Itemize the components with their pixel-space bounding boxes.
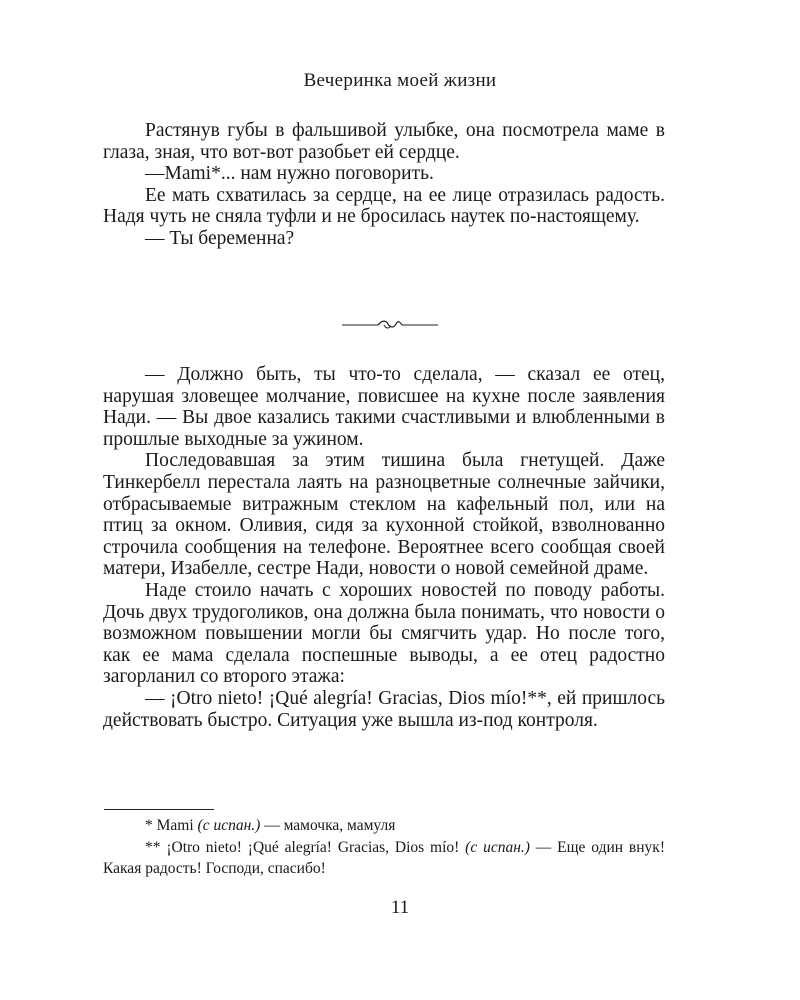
page-number: 11 xyxy=(390,897,410,918)
footnote-2 xyxy=(103,837,665,880)
footnote-source: (с испан.) xyxy=(197,817,261,834)
footnote-source: (с испан.) xyxy=(465,838,530,856)
text-section-1 xyxy=(103,120,665,250)
footnotes xyxy=(103,815,665,880)
footnote-text: — Еще один внук! Какая радость! Господи, спасибо! xyxy=(103,838,665,878)
paragraph: Ее мать схватилась за сердце, на ее лице отразилась радость. Надя чуть не сняла туфли и не бросилась наутек по-настоящему. xyxy=(103,184,665,228)
footnote-marker: ** ¡Otro nieto! ¡Qué alegría! Gracias, Dios mío! xyxy=(145,838,466,856)
paragraph: — ¡Otro nieto! ¡Qué alegría! Gracias, Dios mío!**, ей пришлось действовать быстро. Ситуация уже вышла из-под контроля. xyxy=(103,687,665,731)
text-section-2 xyxy=(103,364,665,731)
paragraph: —Mami*... нам нужно поговорить. xyxy=(145,163,434,185)
paragraph: Последовавшая за этим тишина была гнетущей. Даже Тинкербелл перестала лаять на разноцветные солнечные зайчики, отбрасываемые витражным стеклом на кафельный пол, или на птиц за окном. Оливия, сидя за кухонной стойкой, взволнованно строчила сообщения на телефоне. Вероятнее всего сообщая своей матери, Изабелле, сестре Нади, новости о новой семейной драме. xyxy=(103,450,665,580)
paragraph: — Ты беременна? xyxy=(145,227,295,249)
footnote-marker: * Mami xyxy=(145,817,198,834)
running-title: Вечеринка моей жизни xyxy=(303,70,497,91)
footnote-text: — мамочка, мамуля xyxy=(260,817,396,834)
footnote-rule xyxy=(104,809,214,810)
paragraph: Наде стоило начать с хороших новостей по поводу работы. Дочь двух трудоголиков, она должна была понимать, что новости о возможном повышении могли бы смягчить удар. Но после того, как ее мама сделала поспешные выводы, а ее отец радостно загорланил со второго этажа: xyxy=(103,579,665,688)
paragraph: Растянув губы в фальшивой улыбке, она посмотрела маме в глаза, зная, что вот-вот разобьет ей сердце. xyxy=(103,120,665,163)
section-divider-ornament xyxy=(340,316,440,334)
paragraph: — Должно быть, ты что-то сделала, — сказал ее отец, нарушая зловещее молчание, повисшее на кухне после заявления Нади. — Вы двое казались такими счастливыми и влюбленными в прошлые выходные за ужином. xyxy=(103,364,665,450)
footnote-1 xyxy=(103,815,665,837)
